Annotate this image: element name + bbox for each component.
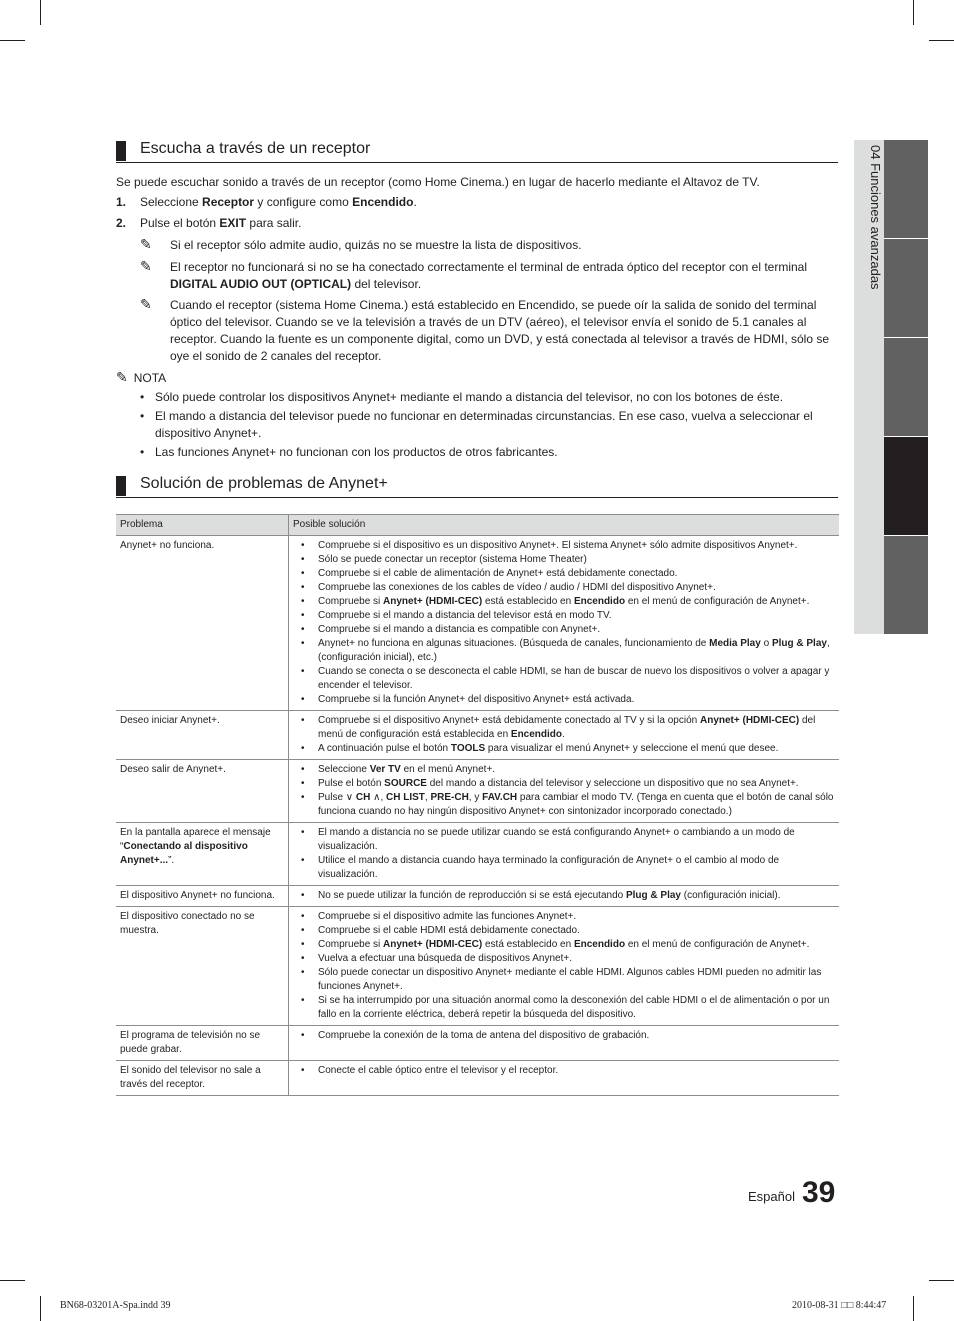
pencil-icon: ✎ <box>140 296 152 312</box>
solution-cell <box>289 536 840 711</box>
solution-item: • El mando a distancia no se puede utilizar cuando se está configurando Anynet+ o cambiando a un modo de visualización. <box>293 826 835 854</box>
intro-paragraph: Se puede escuchar sonido a través de un receptor (como Home Cinema.) en lugar de hacerlo mediante el Altavoz de TV. <box>116 175 760 189</box>
problem-cell: El programa de televisión no se puede grabar. <box>116 1026 289 1061</box>
chapter-block-active <box>884 437 928 535</box>
table-row <box>116 1061 839 1096</box>
solution-item: • Compruebe si el dispositivo es un dispositivo Anynet+. El sistema Anynet+ sólo admite dispositivos Anynet+. <box>293 539 835 553</box>
solution-cell <box>289 886 840 907</box>
solution-item: • Compruebe si el dispositivo Anynet+ está debidamente conectado al TV y si la opción Anynet+ (HDMI-CEC) del menú de configuración está establecida en Encendido. <box>293 714 835 742</box>
crop-mark <box>929 1280 954 1281</box>
solution-item: • No se puede utilizar la función de reproducción si se está ejecutando Plug & Play (configuración inicial). <box>293 889 835 903</box>
solution-cell <box>289 907 840 1026</box>
page-number: 39 <box>802 1176 836 1209</box>
troubleshooting-table <box>116 514 839 1096</box>
solution-item: • Compruebe si Anynet+ (HDMI-CEC) está establecido en Encendido en el menú de configuración de Anynet+. <box>293 938 835 952</box>
pencil-icon: ✎ <box>140 236 152 252</box>
solution-item: • Vuelva a efectuar una búsqueda de dispositivos Anynet+. <box>293 952 835 966</box>
table-row <box>116 823 839 886</box>
table-row <box>116 907 839 1026</box>
section-heading <box>116 140 838 163</box>
solution-cell <box>289 1026 840 1061</box>
solution-item: • Compruebe si el mando a distancia es compatible con Anynet+. <box>293 623 835 637</box>
table-row <box>116 711 839 760</box>
table-body <box>116 536 839 1096</box>
solution-cell <box>289 711 840 760</box>
pencil-icon: ✎ <box>140 258 152 274</box>
solution-item: • Utilice el mando a distancia cuando haya terminado la configuración de Anynet+ o el cambio al modo de visualización. <box>293 854 835 882</box>
solution-item: • Pulse el botón SOURCE del mando a distancia del televisor y seleccione un dispositivo que no sea Anynet+. <box>293 777 835 791</box>
nota-heading: ✎ NOTA <box>116 369 167 385</box>
solution-item: • Conecte el cable óptico entre el televisor y el receptor. <box>293 1064 835 1078</box>
problem-cell: El dispositivo conectado no se muestra. <box>116 907 289 1026</box>
problem-cell: El sonido del televisor no sale a través del receptor. <box>116 1061 289 1096</box>
column-header: Problema <box>116 515 289 536</box>
problem-cell: El dispositivo Anynet+ no funciona. <box>116 886 289 907</box>
solution-item: • Si se ha interrumpido por una situación anormal como la desconexión del cable HDMI o el de alimentación o por un fallo en la corriente eléctrica, deberá repetir la búsqueda del dispositivo. <box>293 994 835 1022</box>
crop-mark <box>0 1280 25 1281</box>
solution-item: • Compruebe si el dispositivo admite las funciones Anynet+. <box>293 910 835 924</box>
crop-mark <box>929 40 954 41</box>
chapter-tab-label: 04 Funciones avanzadas <box>868 145 883 290</box>
table-row <box>116 886 839 907</box>
table-row <box>116 1026 839 1061</box>
solution-cell <box>289 760 840 823</box>
step-2: 2. Pulse el botón EXIT para salir. <box>116 216 302 230</box>
section-title: Solución de problemas de Anynet+ <box>140 475 388 492</box>
crop-mark <box>913 0 914 25</box>
table-header-row <box>116 515 839 536</box>
crop-mark <box>40 0 41 25</box>
heading-bar <box>116 141 126 161</box>
solution-item: • Compruebe la conexión de la toma de antena del dispositivo de grabación. <box>293 1029 835 1043</box>
footer-language: Español <box>748 1189 795 1204</box>
solution-item: • Compruebe las conexiones de los cables de vídeo / audio / HDMI del dispositivo Anynet+. <box>293 581 835 595</box>
problem-cell: Deseo salir de Anynet+. <box>116 760 289 823</box>
solution-cell <box>289 823 840 886</box>
solution-cell <box>289 1061 840 1096</box>
solution-item: • Compruebe si la función Anynet+ del dispositivo Anynet+ está activada. <box>293 693 835 707</box>
section-heading <box>116 475 838 498</box>
solution-item: • Compruebe si el mando a distancia del televisor está en modo TV. <box>293 609 835 623</box>
solution-item: • Sólo puede conectar un dispositivo Anynet+ mediante el cable HDMI. Algunos cables HDMI pueden no admitir las funciones Anynet+. <box>293 966 835 994</box>
crop-mark <box>913 1296 914 1321</box>
problem-cell: Deseo iniciar Anynet+. <box>116 711 289 760</box>
problem-cell: En la pantalla aparece el mensaje “Conectando al dispositivo Anynet+...”. <box>116 823 289 886</box>
print-slug-right: 2010-08-31 □□ 8:44:47 <box>792 1300 887 1311</box>
heading-bar <box>116 476 126 496</box>
section-title: Escucha a través de un receptor <box>140 140 371 157</box>
pencil-icon: ✎ <box>116 369 128 385</box>
crop-mark <box>0 40 25 41</box>
solution-item: • Sólo se puede conectar un receptor (sistema Home Theater) <box>293 553 835 567</box>
solution-item: • A continuación pulse el botón TOOLS para visualizar el menú Anynet+ y seleccione el menú que desee. <box>293 742 835 756</box>
solution-item: • Compruebe si Anynet+ (HDMI-CEC) está establecido en Encendido en el menú de configuración de Anynet+. <box>293 595 835 609</box>
step-1: 1. Seleccione Receptor y configure como Encendido. <box>116 195 417 209</box>
chapter-block <box>884 140 928 238</box>
column-header: Posible solución <box>289 515 840 536</box>
solution-item: • Seleccione Ver TV en el menú Anynet+. <box>293 763 835 777</box>
chapter-index-blocks <box>884 140 928 635</box>
solution-item: • Compruebe si el cable de alimentación de Anynet+ está debidamente conectado. <box>293 567 835 581</box>
chapter-block <box>884 536 928 634</box>
solution-item: • Pulse ∨ CH ∧, CH LIST, PRE-CH, y FAV.CH para cambiar el modo TV. (Tenga en cuenta que el botón de canal sólo funciona cuando no hay ningún dispositivo Anynet+ con sintonizador incorporado conectado.) <box>293 791 835 819</box>
chapter-block <box>884 239 928 337</box>
solution-item: • Anynet+ no funciona en algunas situaciones. (Búsqueda de canales, funcionamiento de Media Play o Plug & Play, (configuración inicial), etc.) <box>293 637 835 665</box>
problem-cell: Anynet+ no funciona. <box>116 536 289 711</box>
table-row <box>116 760 839 823</box>
crop-mark <box>40 1296 41 1321</box>
solution-item: • Cuando se conecta o se desconecta el cable HDMI, se han de buscar de nuevo los dispositivos o volver a apagar y encender el televisor. <box>293 665 835 693</box>
table-row <box>116 536 839 711</box>
chapter-block <box>884 338 928 436</box>
solution-item: • Compruebe si el cable HDMI está debidamente conectado. <box>293 924 835 938</box>
print-slug-left: BN68-03201A-Spa.indd 39 <box>60 1300 171 1311</box>
